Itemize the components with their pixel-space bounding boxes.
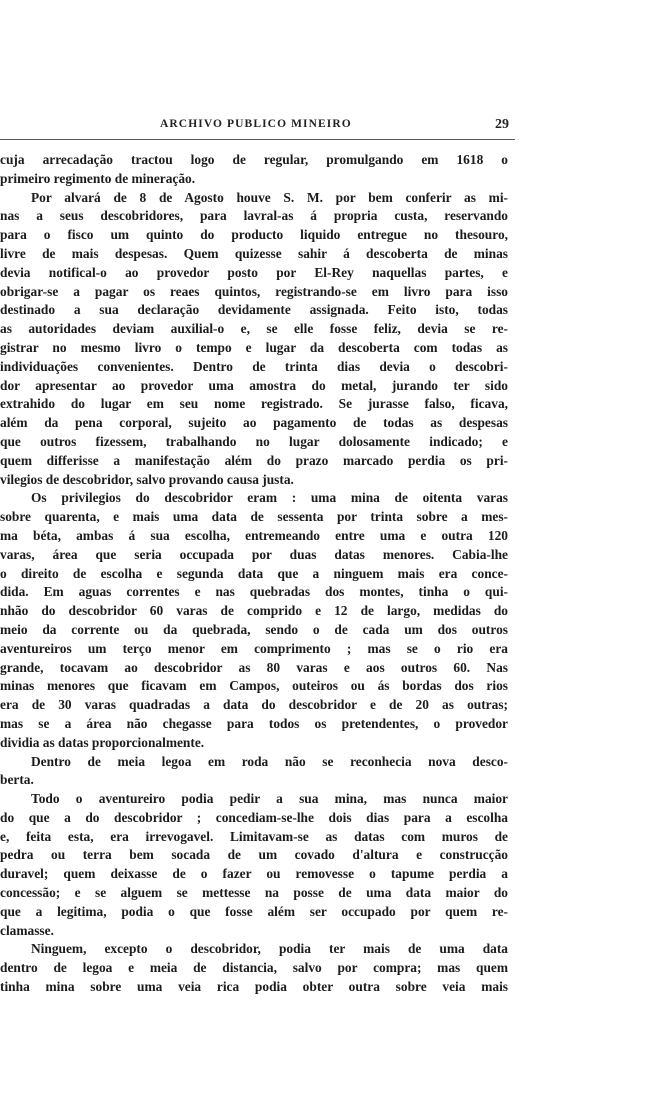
text-line: tinha mina sobre uma veia rica podia obter outra sobre veia mais: [0, 979, 508, 995]
text-line: e, feita esta, era irrevogavel. Limitavam-se as datas com muros de: [0, 828, 508, 844]
text-line: era de 30 varas quadradas a data do descobridor e de 20 as outras;: [0, 697, 508, 713]
text-line: grande, tocavam ao descobridor as 80 varas e aos outros 60. Nas: [0, 659, 508, 675]
running-title: ARCHIVO PUBLICO MINEIRO: [160, 118, 352, 130]
text-line: nas a seus descobridores, para lavral-as á propria custa, reservando: [0, 208, 508, 224]
text-line: concessão; e se alguem se mettesse na posse de uma data maior do: [0, 885, 508, 901]
text-line: Os privilegios do descobridor eram : uma mina de oitenta varas: [31, 490, 508, 506]
text-line: devia notifical-o ao provedor posto por El-Rey naquellas partes, e: [0, 264, 508, 280]
text-line: meio da corrente ou da quebrada, sendo o de cada um dos outros: [0, 621, 508, 637]
text-line: dentro de legoa e meia de distancia, salvo por compra; mas quem: [0, 960, 508, 976]
text-line: extrahido do lugar em seu nome registrado. Se jurasse falso, ficava,: [0, 396, 508, 412]
text-line: para o fisco um quinto do producto liquido entregue no thesouro,: [0, 227, 508, 243]
text-line: primeiro regimento de mineração.: [0, 170, 196, 186]
text-line: obrigar-se a pagar os reaes quintos, registrando-se em livro para isso: [0, 283, 508, 299]
page-number: 29: [495, 117, 509, 132]
text-line: gistrar no mesmo livro o tempo e lugar da descoberta com todas as: [0, 339, 508, 355]
text-line: dividia as datas proporcionalmente.: [0, 734, 205, 750]
text-line: dor apresentar ao provedor uma amostra do metal, jurando ter sido: [0, 377, 508, 393]
text-line: destinado a sua declaração devidamente assignada. Feito isto, todas: [0, 302, 508, 318]
text-line: livre de mais despesas. Quem quizesse sahir á descoberta de minas: [0, 245, 508, 261]
text-line: Dentro de meia legoa em roda não se reconhecia nova desco-: [31, 753, 508, 769]
text-line: que a legitima, podia o que fosse além ser occupado por quem re-: [0, 903, 508, 919]
text-line: do que a do descobridor ; concediam-se-lhe dois dias para a escolha: [0, 809, 508, 825]
text-line: ma béta, ambas á sua escolha, entremeando entre uma e outra 120: [0, 527, 508, 543]
text-line: individuações convenientes. Dentro de trinta dias devia o descobri-: [0, 358, 508, 374]
text-line: aventureiros um terço menor em comprimento ; mas se o rio era: [0, 640, 508, 656]
text-line: minas menores que ficavam em Campos, outeiros ou ás bordas dos rios: [0, 678, 508, 694]
text-line: que outros fizessem, trabalhando no lugar dolosamente indicado; e: [0, 433, 508, 449]
text-line: duravel; quem deixasse de o fazer ou removesse o tapume perdia a: [0, 866, 508, 882]
text-line: pedra ou terra bem socada de um covado d'altura e construcção: [0, 847, 508, 863]
text-line: dida. Em aguas correntes e nas quebradas dos montes, tinha o qui-: [0, 584, 508, 600]
text-line: Por alvará de 8 de Agosto houve S. M. por bem conferir as mi-: [31, 189, 508, 205]
running-head: [0, 118, 640, 136]
text-line: berta.: [0, 772, 34, 788]
text-line: varas, área que seria occupada por duas datas menores. Cabia-lhe: [0, 546, 508, 562]
text-line: quem differisse a manifestação além do prazo marcado perdia os pri-: [0, 452, 508, 468]
text-line: sobre quarenta, e mais uma data de sessenta por trinta sobre a mes-: [0, 509, 508, 525]
body-text: [0, 151, 508, 997]
text-line: o direito de escolha e segunda data que a ninguem mais era conce-: [0, 565, 508, 581]
text-line: mas se a área não chegasse para todos os pretendentes, o provedor: [0, 715, 508, 731]
text-line: as autoridades deviam auxilial-o e, se elle fosse feliz, devia se re-: [0, 321, 508, 337]
text-line: vilegios de descobridor, salvo provando causa justa.: [0, 471, 294, 487]
text-line: Todo o aventureiro podia pedir a sua mina, mas nunca maior: [31, 791, 508, 807]
text-line: Ninguem, excepto o descobridor, podia ter mais de uma data: [31, 941, 508, 957]
text-line: nhão do descobridor 60 varas de comprido e 12 de largo, medidas do: [0, 603, 508, 619]
text-line: além da pena corporal, sujeito ao pagamento de todas as despesas: [0, 415, 508, 431]
header-rule: [0, 139, 515, 140]
text-line: cuja arrecadação tractou logo de regular, promulgando em 1618 o: [0, 152, 508, 167]
text-line: clamasse.: [0, 922, 54, 938]
